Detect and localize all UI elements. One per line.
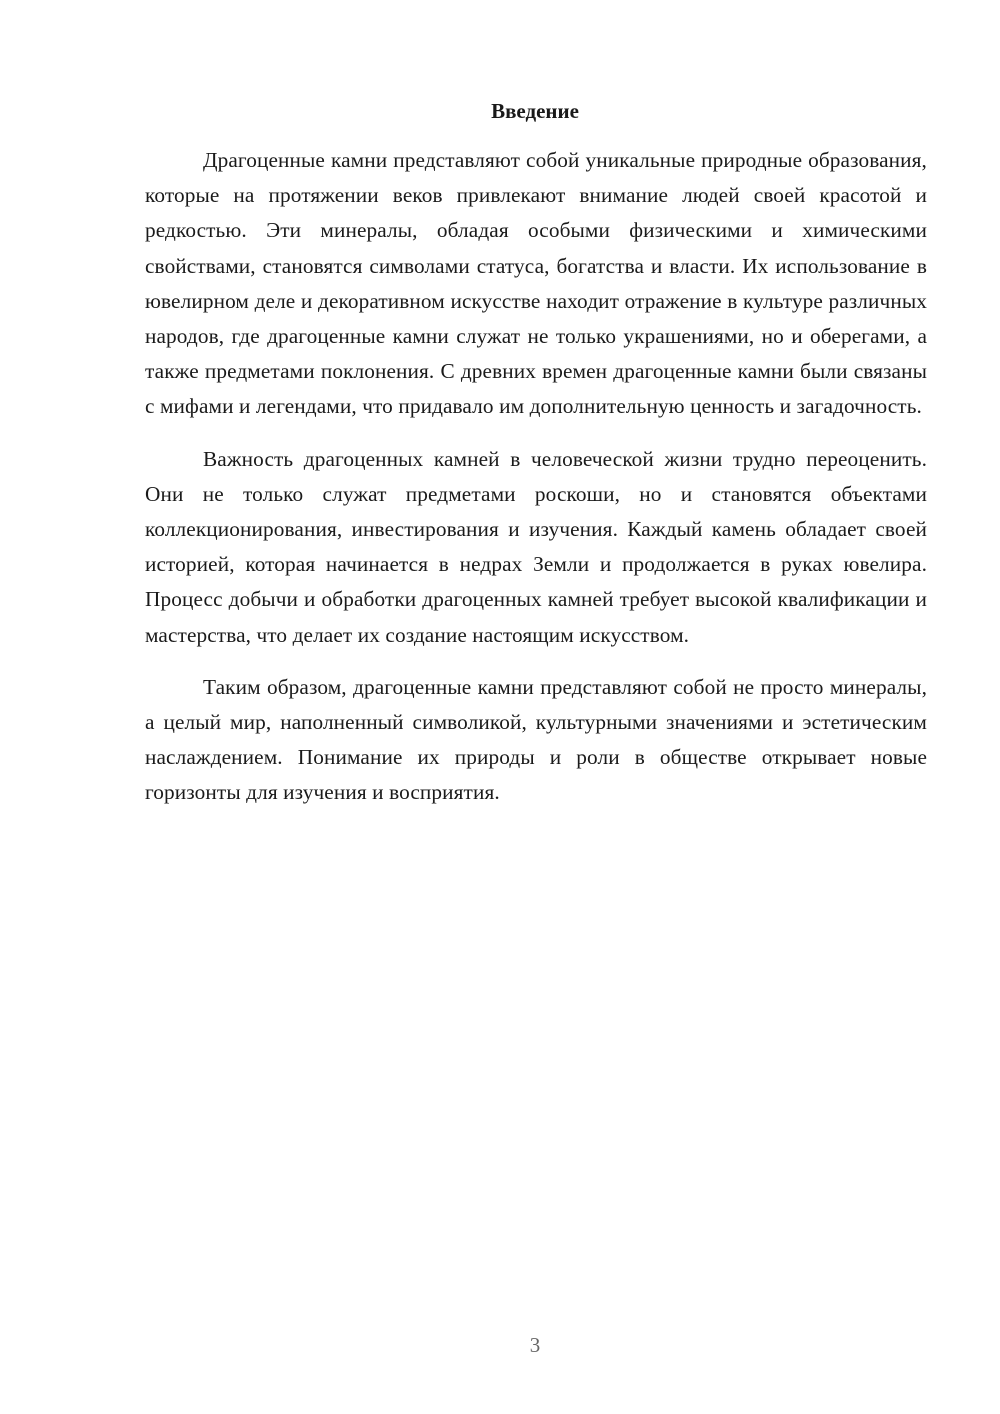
- page-title: Введение: [491, 99, 579, 123]
- paragraph-2: Важность драгоценных камней в человеческой жизни трудно переоценить. Они не только служат предметами роскоши, но и становятся объектами коллекционирования, инвестирования и изучения. Каждый камень обладает своей историей, которая начинается в недрах Земли и продолжается в руках ювелира. Процесс добычи и обработки драгоценных камней требует высокой квалификации и мастерства, что делает их создание настоящим искусством.: [145, 446, 927, 647]
- paragraph-1: Драгоценные камни представляют собой уникальные природные образования, которые на протяжении веков привлекают внимание людей своей красотой и редкостью. Эти минералы, обладая особыми физическими и химическими свойствами, становятся символами статуса, богатства и власти. Их использование в ювелирном деле и декоративном искусстве находит отражение в культуре различных народов, где драгоценные камни служат не только украшениями, но и оберегами, а также предметами поклонения. С древних времен драгоценные камни были связаны с мифами и легендами, что придавало им дополнительную ценность и загадочность.: [145, 148, 927, 419]
- body-text: [145, 143, 927, 828]
- page-number: 3: [529, 1333, 541, 1357]
- paragraph-3: Таким образом, драгоценные камни представляют собой не просто минералы, а целый мир, наполненный символикой, культурными значениями и эстетическим наслаждением. Понимание их природы и роли в обществе открывает новые горизонты для изучения и восприятия.: [145, 674, 927, 805]
